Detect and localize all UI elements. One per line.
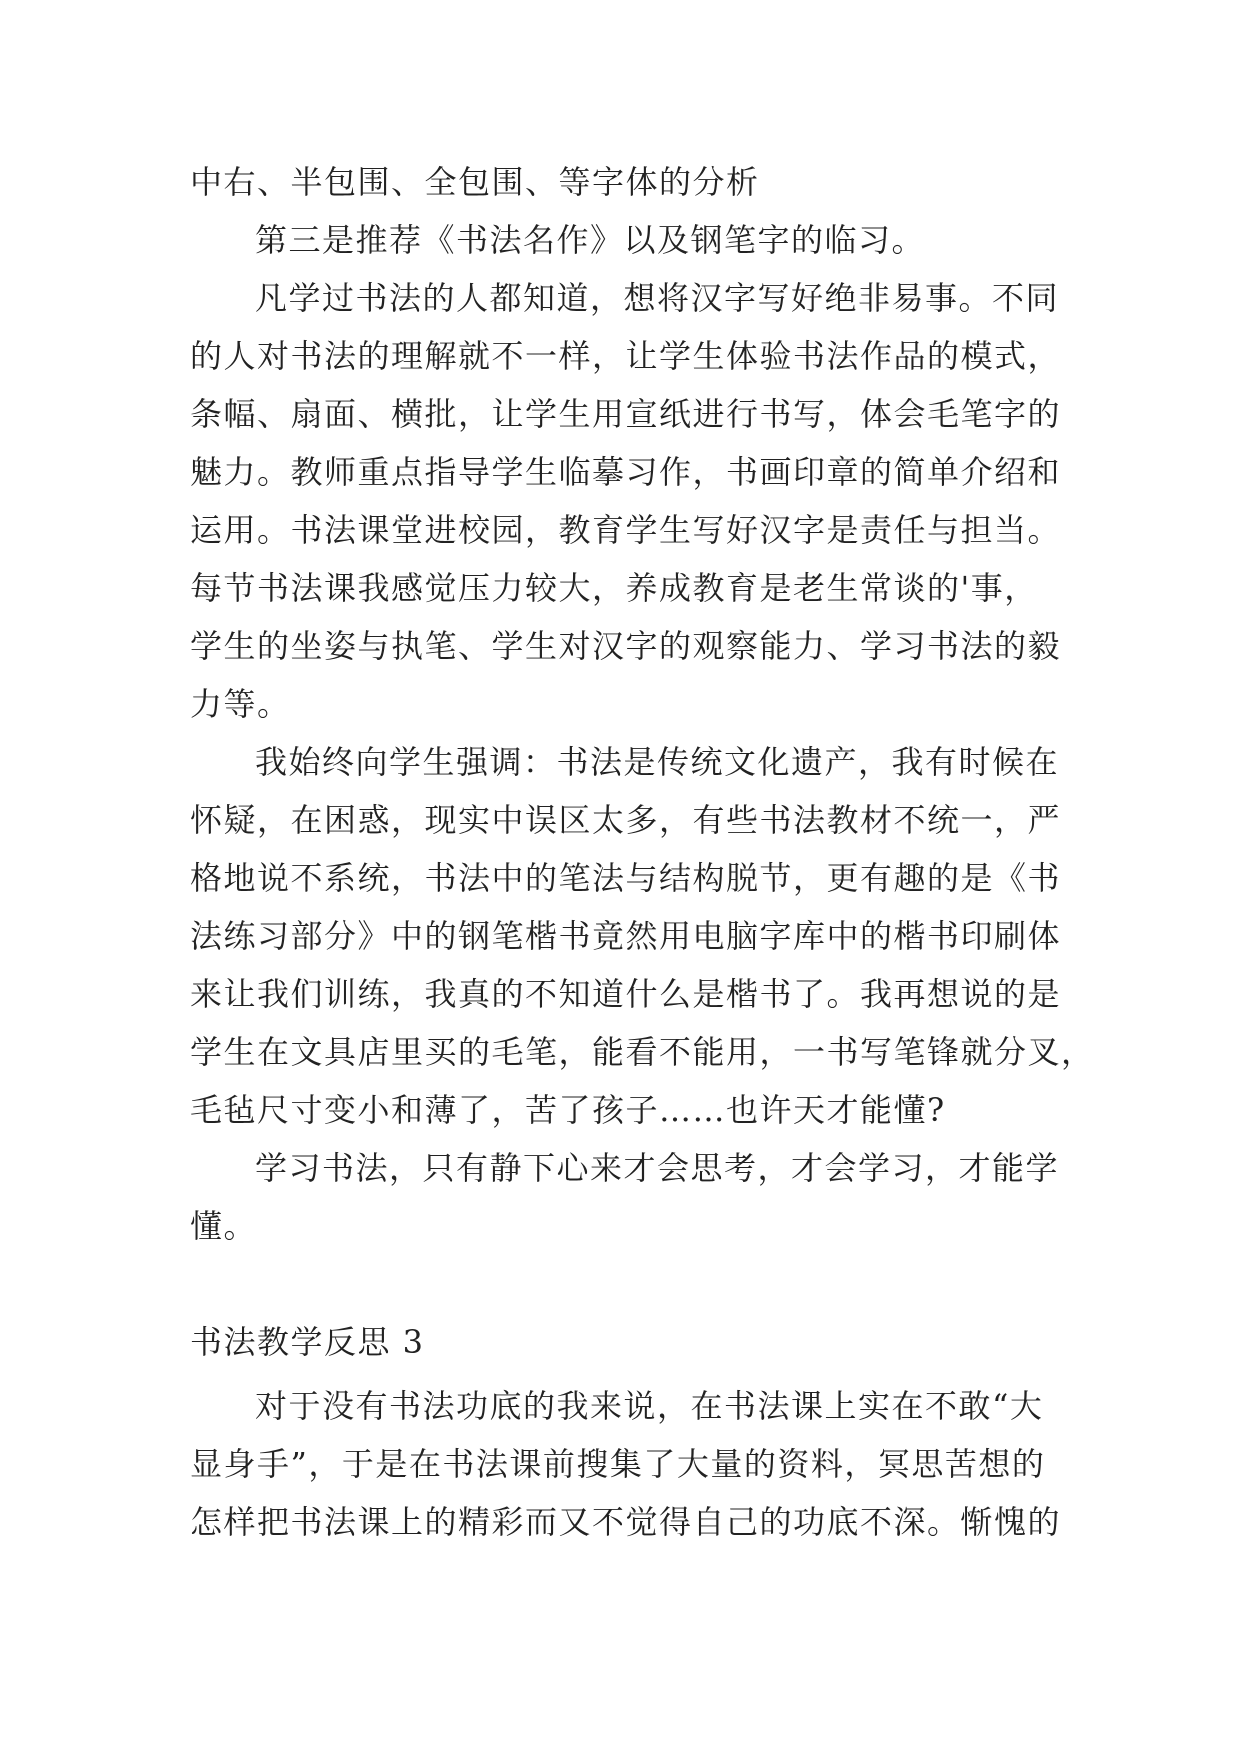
body-text-line: 法练习部分》中的钢笔楷书竟然用电脑字库中的楷书印刷体 [190,917,1062,955]
body-text-line: 学生的坐姿与执笔、学生对汉字的观察能力、学习书法的毅 [190,627,1062,665]
body-text-line: 学生在文具店里买的毛笔，能看不能用，一书写笔锋就分叉， [190,1033,1095,1071]
body-text-line: 运用。书法课堂进校园，教育学生写好汉字是责任与担当。 [190,511,1062,549]
body-text-line: 中右、半包围、全包围、等字体的分析 [190,163,760,201]
body-text-line: 每节书法课我感觉压力较大，养成教育是老生常谈的'事， [190,569,1038,607]
body-text-line: 的人对书法的理解就不一样，让学生体验书法作品的模式， [190,337,1062,375]
body-text-line: 条幅、扇面、横批，让学生用宣纸进行书写，体会毛笔字的 [190,395,1062,433]
body-text-line: 怀疑，在困惑，现实中误区太多，有些书法教材不统一，严 [190,801,1062,839]
paragraph-first-line: 我始终向学生强调：书法是传统文化遗产，我有时候在 [255,743,1060,781]
paragraph-first-line: 对于没有书法功底的我来说，在书法课上实在不敢“大 [255,1387,1044,1425]
paragraph-first-line: 凡学过书法的人都知道，想将汉字写好绝非易事。不同 [255,279,1060,317]
body-text-line: 魅力。教师重点指导学生临摹习作，书画印章的简单介绍和 [190,453,1062,491]
paragraph-first-line: 第三是推荐《书法名作》以及钢笔字的临习。 [255,221,926,259]
body-text-line: 格地说不系统，书法中的笔法与结构脱节，更有趣的是《书 [190,859,1062,897]
body-text-line: 懂。 [190,1207,258,1245]
body-text-line: 力等。 [190,685,291,723]
body-text-line: 毛毡尺寸变小和薄了，苦了孩子……也许天才能懂? [190,1091,946,1129]
body-text-line: 来让我们训练，我真的不知道什么是楷书了。我再想说的是 [190,975,1062,1013]
body-text-line: 显身手”，于是在书法课前搜集了大量的资料，冥思苦想的 [190,1445,1046,1483]
section-heading: 书法教学反思 3 [190,1323,425,1361]
paragraph-first-line: 学习书法，只有静下心来才会思考，才会学习，才能学 [255,1149,1060,1187]
body-text-line: 怎样把书法课上的精彩而又不觉得自己的功底不深。惭愧的 [190,1503,1062,1541]
